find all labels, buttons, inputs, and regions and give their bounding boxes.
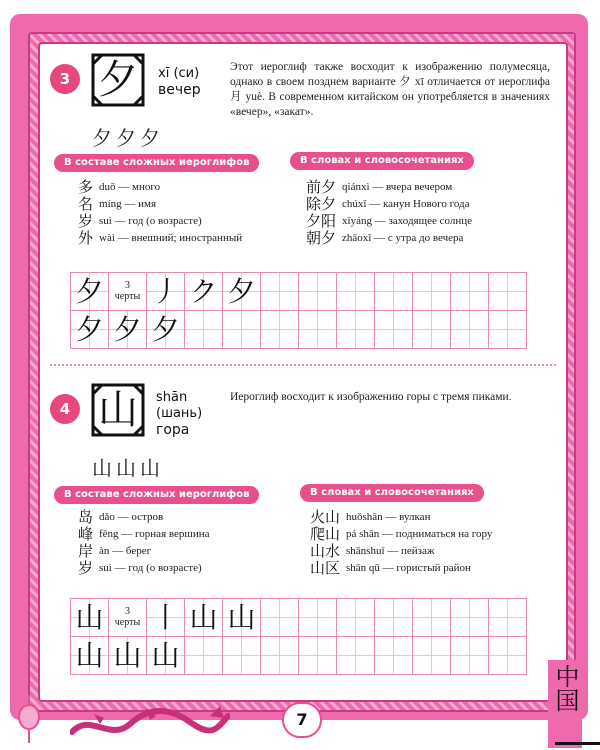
grid-cell: 山 xyxy=(71,637,109,675)
grid-cell xyxy=(451,599,489,637)
grid-cell: 夕 xyxy=(71,311,109,349)
page-number: 7 xyxy=(282,702,322,738)
list-item: 火山 huǒshān — вулкан xyxy=(310,508,431,526)
section-divider xyxy=(50,364,556,366)
lesson-section-3 xyxy=(40,44,566,344)
glyph-evolution: 山山山 xyxy=(92,456,164,480)
lantern-icon xyxy=(14,695,44,745)
grid-cell xyxy=(413,311,451,349)
grid-cell xyxy=(223,311,261,349)
grid-cell xyxy=(337,273,375,311)
glyph-description: Иероглиф восходит к изображению горы с тремя пиками. xyxy=(230,391,512,403)
dragon-icon xyxy=(70,702,230,744)
grid-cell: 夕 xyxy=(223,273,261,311)
words-list xyxy=(310,508,492,576)
grid-cell xyxy=(223,637,261,675)
grid-cell: 山 xyxy=(109,637,147,675)
main-glyph: 山 xyxy=(98,387,138,433)
list-item: 岛 dǎo — остров xyxy=(78,508,164,526)
grid-cell xyxy=(337,311,375,349)
section-number-badge: 3 xyxy=(50,64,80,94)
grid-cell: 山 xyxy=(147,637,185,675)
compounds-list xyxy=(78,178,242,246)
grid-cell: ク xyxy=(185,273,223,311)
lesson-section-4 xyxy=(40,374,566,694)
grid-cell xyxy=(261,637,299,675)
compounds-list xyxy=(78,508,210,576)
list-item: 前夕 qiánxì — вчера вечером xyxy=(306,178,453,196)
list-item: 岁 suì — год (о возрасте) xyxy=(78,212,202,230)
grid-cell xyxy=(299,273,337,311)
grid-cell xyxy=(413,599,451,637)
list-item: 山水 shānshuǐ — пейзаж xyxy=(310,542,435,560)
grid-cell xyxy=(261,273,299,311)
main-glyph: 夕 xyxy=(98,57,138,103)
grid-cell: 山 xyxy=(71,599,109,637)
list-item: 岁 suì — год (о возрасте) xyxy=(78,559,202,577)
grid-cell xyxy=(413,637,451,675)
glyph-description: Этот иероглиф также восходит к изображению полумесяца, однако в своем позднем варианте 夕 xī отличается от иероглифа 月 yuè. В современном китайском он употребляется в значениях «вечер», «закат». xyxy=(230,61,550,118)
glyph-evolution: 夕夕夕 xyxy=(92,126,164,150)
list-item: 外 wài — внешний; иностранный xyxy=(78,229,243,247)
grid-cell xyxy=(337,599,375,637)
grid-cell xyxy=(261,599,299,637)
grid-cell: 夕 xyxy=(109,311,147,349)
grid-cell xyxy=(185,311,223,349)
words-heading: В словах и словосочетаниях xyxy=(300,484,484,502)
section-number-badge: 4 xyxy=(50,394,80,424)
grid-cell xyxy=(299,637,337,675)
list-item: 爬山 pá shān — подниматься на гору xyxy=(310,525,493,543)
compounds-heading: В составе сложных иероглифов xyxy=(54,486,259,504)
list-item: 山区 shān qū — гористый район xyxy=(310,559,471,577)
list-item: 名 míng — имя xyxy=(78,195,157,213)
list-item: 除夕 chúxī — канун Нового года xyxy=(306,195,470,213)
list-item: 多 duō — много xyxy=(78,178,161,196)
grid-cell xyxy=(185,637,223,675)
grid-cell xyxy=(451,637,489,675)
side-label: 中国 xyxy=(548,660,582,748)
grid-cell: 3 черты xyxy=(109,599,147,637)
list-item: 朝夕 zhāoxī — с утра до вечера xyxy=(306,229,464,247)
glyph-reading: xī (си) вечер xyxy=(158,66,201,98)
words-heading: В словах и словосочетаниях xyxy=(290,152,474,170)
side-label-underline xyxy=(555,742,600,745)
grid-cell: 山 xyxy=(223,599,261,637)
list-item: 岸 àn — берег xyxy=(78,542,152,560)
grid-cell xyxy=(375,599,413,637)
writing-grid xyxy=(70,598,527,675)
grid-cell xyxy=(413,273,451,311)
grid-cell xyxy=(489,637,527,675)
page-content xyxy=(38,42,568,702)
grid-cell xyxy=(375,637,413,675)
grid-cell xyxy=(489,599,527,637)
grid-cell: 夕 xyxy=(147,311,185,349)
list-item: 峰 fēng — горная вершина xyxy=(78,525,210,543)
grid-cell xyxy=(375,311,413,349)
grid-cell xyxy=(261,311,299,349)
compounds-heading: В составе сложных иероглифов xyxy=(54,154,259,172)
grid-cell xyxy=(299,599,337,637)
list-item: 夕阳 xīyáng — заходящее солнце xyxy=(306,212,472,230)
grid-cell xyxy=(299,311,337,349)
grid-cell xyxy=(451,311,489,349)
glyph-reading: shān (шань) гора xyxy=(156,390,203,438)
grid-cell xyxy=(451,273,489,311)
grid-cell: 丨 xyxy=(147,599,185,637)
grid-cell xyxy=(489,273,527,311)
grid-cell: 夕 xyxy=(71,273,109,311)
grid-cell: 山 xyxy=(185,599,223,637)
grid-cell xyxy=(375,273,413,311)
grid-cell xyxy=(337,637,375,675)
grid-cell xyxy=(489,311,527,349)
grid-cell: 丿 xyxy=(147,273,185,311)
writing-grid xyxy=(70,272,527,349)
words-list xyxy=(306,178,472,246)
grid-cell: 3 черты xyxy=(109,273,147,311)
